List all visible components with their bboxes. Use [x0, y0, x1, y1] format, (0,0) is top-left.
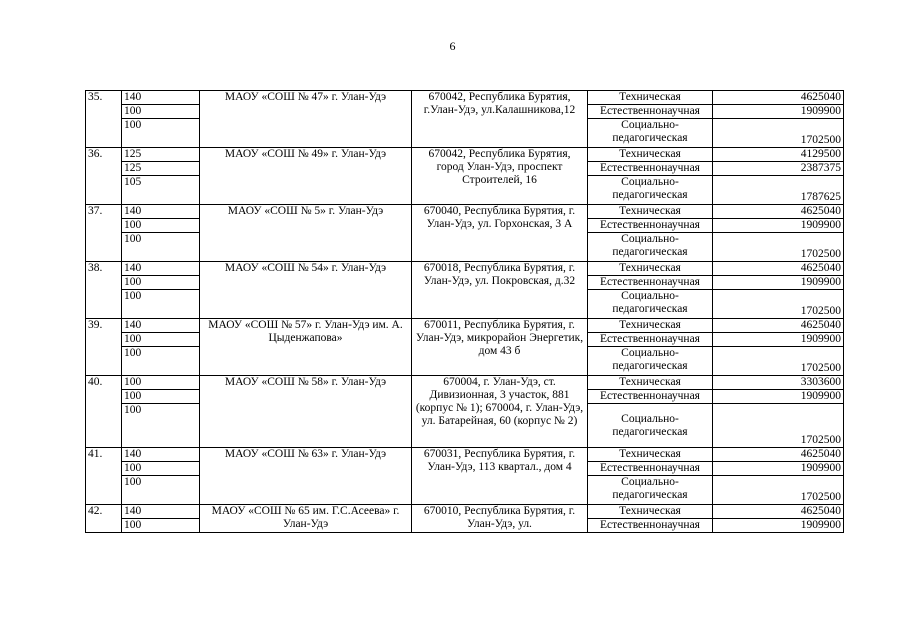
profile-cell: Социально-педагогическая: [588, 476, 713, 505]
school-name: МАОУ «СОШ № 5» г. Улан-Удэ: [200, 205, 412, 262]
profile-cell: Естественнонаучная: [588, 162, 713, 176]
capacity-cell: 100: [122, 462, 200, 476]
school-address: 670011, Республика Бурятия, г. Улан-Удэ, микрорайон Энергетик, дом 43 б: [412, 319, 588, 376]
amount-cell: 4625040: [713, 505, 844, 519]
school-name: МАОУ «СОШ № 58» г. Улан-Удэ: [200, 376, 412, 448]
profile-cell: Техническая: [588, 376, 713, 390]
school-address: 670031, Республика Бурятия, г. Улан-Удэ, 113 квартал., дом 4: [412, 448, 588, 505]
capacity-cell: 140: [122, 91, 200, 105]
amount-cell: 1702500: [713, 119, 844, 148]
capacity-cell: 140: [122, 205, 200, 219]
capacity-cell: 100: [122, 233, 200, 262]
table-row: [86, 91, 844, 105]
school-name: МАОУ «СОШ № 54» г. Улан-Удэ: [200, 262, 412, 319]
profile-cell: Естественнонаучная: [588, 390, 713, 404]
school-name: МАОУ «СОШ № 49» г. Улан-Удэ: [200, 148, 412, 205]
amount-cell: 4625040: [713, 319, 844, 333]
row-number: 41.: [86, 448, 122, 505]
amount-cell: 1909900: [713, 390, 844, 404]
school-address: 670010, Республика Бурятия, г. Улан-Удэ, ул.: [412, 505, 588, 533]
row-number: 40.: [86, 376, 122, 448]
table-row: [86, 148, 844, 162]
row-number: 37.: [86, 205, 122, 262]
capacity-cell: 100: [122, 476, 200, 505]
capacity-cell: 140: [122, 319, 200, 333]
school-name: МАОУ «СОШ № 47» г. Улан-Удэ: [200, 91, 412, 148]
table-row: [86, 319, 844, 333]
amount-cell: 1702500: [713, 290, 844, 319]
capacity-cell: 100: [122, 347, 200, 376]
amount-cell: 1909900: [713, 519, 844, 533]
row-number: 42.: [86, 505, 122, 533]
capacity-cell: 100: [122, 376, 200, 390]
capacity-cell: 100: [122, 105, 200, 119]
amount-cell: 2387375: [713, 162, 844, 176]
amount-cell: 1787625: [713, 176, 844, 205]
profile-cell: Естественнонаучная: [588, 462, 713, 476]
table-row: [86, 376, 844, 390]
capacity-cell: 100: [122, 519, 200, 533]
capacity-cell: 100: [122, 276, 200, 290]
profile-cell: Техническая: [588, 505, 713, 519]
amount-cell: 1909900: [713, 276, 844, 290]
profile-cell: Социально-педагогическая: [588, 404, 713, 448]
capacity-cell: 125: [122, 148, 200, 162]
capacity-cell: 100: [122, 219, 200, 233]
capacity-cell: 100: [122, 390, 200, 404]
amount-cell: 4625040: [713, 262, 844, 276]
amount-cell: 3303600: [713, 376, 844, 390]
table-row: [86, 205, 844, 219]
amount-cell: 1909900: [713, 219, 844, 233]
amount-cell: 1909900: [713, 333, 844, 347]
amount-cell: 4625040: [713, 91, 844, 105]
school-name: МАОУ «СОШ № 65 им. Г.С.Асеева» г. Улан-Удэ: [200, 505, 412, 533]
capacity-cell: 100: [122, 404, 200, 448]
school-address: 670042, Республика Бурятия, г.Улан-Удэ, ул.Калашникова,12: [412, 91, 588, 148]
profile-cell: Естественнонаучная: [588, 276, 713, 290]
amount-cell: 4129500: [713, 148, 844, 162]
profile-cell: Техническая: [588, 205, 713, 219]
table-row: [86, 505, 844, 519]
schools-table: [85, 90, 844, 533]
capacity-cell: 140: [122, 262, 200, 276]
profile-cell: Естественнонаучная: [588, 519, 713, 533]
amount-cell: 1702500: [713, 347, 844, 376]
profile-cell: Естественнонаучная: [588, 105, 713, 119]
amount-cell: 4625040: [713, 205, 844, 219]
school-name: МАОУ «СОШ № 57» г. Улан-Удэ им. А. Цыденжапова»: [200, 319, 412, 376]
row-number: 39.: [86, 319, 122, 376]
amount-cell: 4625040: [713, 448, 844, 462]
profile-cell: Социально-педагогическая: [588, 176, 713, 205]
profile-cell: Естественнонаучная: [588, 219, 713, 233]
page-number: 6: [449, 39, 456, 53]
amount-cell: 1702500: [713, 233, 844, 262]
row-number: 38.: [86, 262, 122, 319]
profile-cell: Техническая: [588, 262, 713, 276]
profile-cell: Техническая: [588, 148, 713, 162]
row-number: 36.: [86, 148, 122, 205]
capacity-cell: 100: [122, 333, 200, 347]
capacity-cell: 140: [122, 448, 200, 462]
capacity-cell: 100: [122, 119, 200, 148]
row-number: 35.: [86, 91, 122, 148]
school-address: 670040, Республика Бурятия, г. Улан-Удэ, ул. Горхонская, 3 А: [412, 205, 588, 262]
amount-cell: 1909900: [713, 105, 844, 119]
school-address: 670004, г. Улан-Удэ, ст. Дивизионная, 3 участок, 881 (корпус № 1); 670004, г. Улан-Удэ, ул. Батарейная, 60 (корпус № 2): [412, 376, 588, 448]
profile-cell: Техническая: [588, 448, 713, 462]
profile-cell: Социально-педагогическая: [588, 290, 713, 319]
amount-cell: 1909900: [713, 462, 844, 476]
amount-cell: 1702500: [713, 476, 844, 505]
capacity-cell: 105: [122, 176, 200, 205]
capacity-cell: 125: [122, 162, 200, 176]
capacity-cell: 140: [122, 505, 200, 519]
school-address: 670042, Республика Бурятия, город Улан-Удэ, проспект Строителей, 16: [412, 148, 588, 205]
school-address: 670018, Республика Бурятия, г. Улан-Удэ, ул. Покровская, д.32: [412, 262, 588, 319]
profile-cell: Социально-педагогическая: [588, 347, 713, 376]
profile-cell: Техническая: [588, 91, 713, 105]
capacity-cell: 100: [122, 290, 200, 319]
profile-cell: Социально-педагогическая: [588, 233, 713, 262]
school-name: МАОУ «СОШ № 63» г. Улан-Удэ: [200, 448, 412, 505]
table-row: [86, 262, 844, 276]
amount-cell: 1702500: [713, 404, 844, 448]
profile-cell: Техническая: [588, 319, 713, 333]
profile-cell: Социально-педагогическая: [588, 119, 713, 148]
profile-cell: Естественнонаучная: [588, 333, 713, 347]
table-row: [86, 448, 844, 462]
